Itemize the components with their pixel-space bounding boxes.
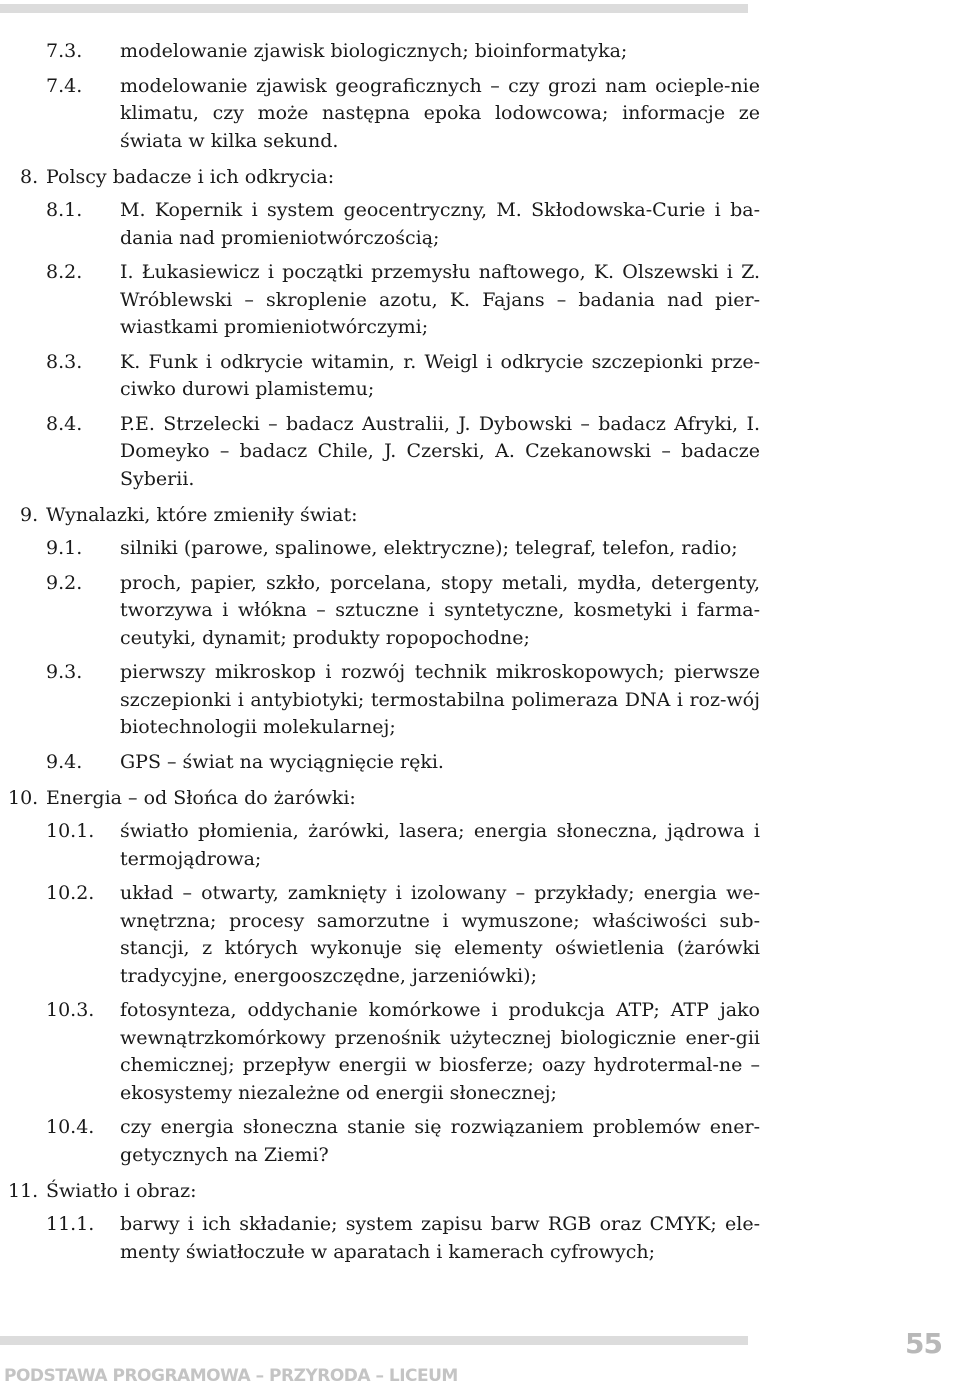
item-text: GPS – świat na wyciągnięcie ręki. [120,750,444,773]
item-text: pierwszy mikroskop i rozwój technik mikroskopowych; pierwsze szczepionki i antybiotyki; termostabilna polimeraza DNA i roz-wój biotechnologii molekularnej; [120,661,760,738]
list-item [0,197,760,252]
list-item [0,259,760,342]
document-body [0,38,760,1273]
item-text: modelowanie zjawisk biologicznych; bioinformatyka; [120,40,628,62]
list-item [0,997,760,1107]
item-number: 10.4. [46,1116,95,1138]
item-text: P.E. Strzelecki – badacz Australii, J. Dybowski – badacz Afryki, I. Domeyko – badacz Chile, J. Czerski, A. Czekanowski – badacze Syberii. [120,412,760,490]
item-text: proch, papier, szkło, porcelana, stopy metali, mydła, detergenty, tworzywa i włókna – sztuczne i syntetyczne, kosmetyki i farma-ceutyki, dynamit; produkty ropopochodne; [120,571,760,649]
item-text: fotosynteza, oddychanie komórkowe i produkcja ATP; ATP jako wewnątrzkomórkowy przenośnik użytecznej biologicznie ener-gii chemicznej; przepływ energii w biosferze; oazy hydrotermal-ne – ekosystemy niezależne od energii słonecznej; [120,999,760,1104]
section-heading [0,784,760,812]
list-item [0,1211,760,1266]
list-item [0,411,760,494]
list-item [0,880,760,990]
top-rule [0,4,748,13]
item-number: 11.1. [46,1213,95,1235]
item-number: 9.2. [46,571,83,594]
item-number: 8.1. [46,199,83,221]
list-item [0,570,760,653]
item-number: 7.4. [46,74,83,97]
list-item [0,349,760,404]
item-text: barwy i ich składanie; system zapisu barw RGB oraz CMYK; ele-menty światłoczułe w aparatach i kamerach cyfrowych; [120,1213,760,1263]
section-heading [0,1177,760,1205]
bottom-rule [0,1336,748,1345]
section-number: 8. [20,166,39,188]
item-number: 8.2. [46,261,83,283]
list-item [0,535,760,563]
section-number: 11. [8,1180,39,1202]
section-number: 10. [8,787,39,809]
item-number: 10.3. [46,999,95,1021]
item-text: silniki (parowe, spalinowe, elektryczne); telegraf, telefon, radio; [120,537,738,559]
section-title: Wynalazki, które zmieniły świat: [46,504,358,526]
item-number: 9.3. [46,661,83,683]
item-number: 9.4. [46,750,83,773]
section-heading [0,501,760,529]
list-item [0,818,760,873]
item-number: 9.1. [46,537,83,559]
item-text: układ – otwarty, zamknięty i izolowany – przykłady; energia we-wnętrzna; procesy samorzutne i wymuszone; właściwości sub-stancji, z których wykonuje się elementy oświetlenia (żarówki tradycyjne, energooszczędne, jarzeniówki); [120,882,760,987]
item-text: M. Kopernik i system geocentryczny, M. Skłodowska-Curie i ba-dania nad promieniotwórczością; [120,199,760,249]
section-title: Polscy badacze i ich odkrycia: [46,166,335,188]
section-title: Energia – od Słońca do żarówki: [46,787,356,809]
list-item [0,659,760,742]
item-number: 8.3. [46,350,83,373]
footer-title: PODSTAWA PROGRAMOWA – PRZYRODA – LICEUM [4,1366,458,1386]
item-number: 8.4. [46,412,83,435]
section-title: Światło i obraz: [46,1180,197,1202]
item-number: 10.1. [46,820,95,842]
list-item [0,1114,760,1169]
item-text: I. Łukasiewicz i początki przemysłu naftowego, K. Olszewski i Z. Wróblewski – skroplenie azotu, K. Fajans – badania nad pier-wiastkami promieniotwórczymi; [120,261,760,338]
item-text: modelowanie zjawisk geograficznych – czy grozi nam ocieple-nie klimatu, czy może następna epoka lodowcowa; informacje ze świata w kilka sekund. [120,74,760,152]
list-item [0,749,760,777]
list-item [0,38,760,66]
item-text: światło płomienia, żarówki, lasera; energia słoneczna, jądrowa i termojądrowa; [120,820,760,870]
item-text: K. Funk i odkrycie witamin, r. Weigl i odkrycie szczepionki prze-ciwko durowi plamistemu; [120,350,760,400]
section-heading [0,163,760,191]
item-number: 7.3. [46,40,83,62]
item-number: 10.2. [46,882,95,904]
page-number: 55 [905,1327,942,1360]
section-number: 9. [20,504,39,526]
list-item [0,73,760,156]
item-text: czy energia słoneczna stanie się rozwiązaniem problemów ener-getycznych na Ziemi? [120,1116,760,1166]
